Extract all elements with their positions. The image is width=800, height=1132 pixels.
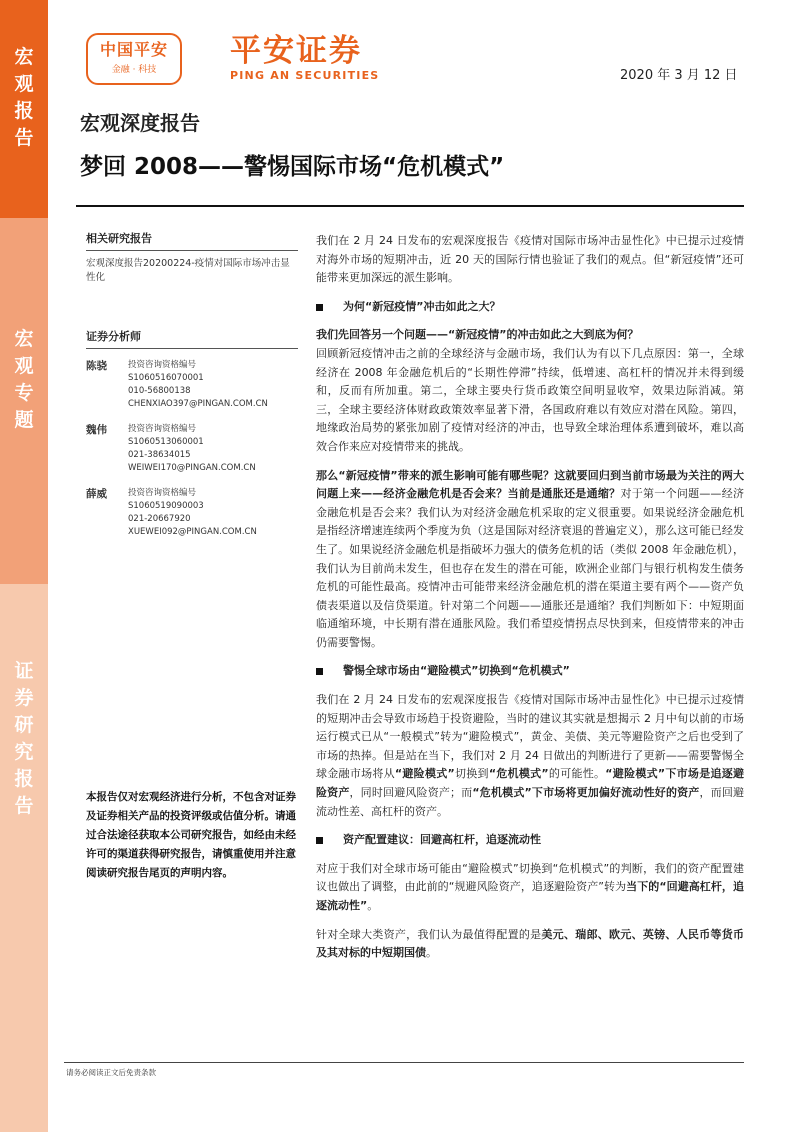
- ping-an-logo: [86, 33, 182, 85]
- analyst-card: [86, 487, 298, 539]
- report-body: [316, 232, 744, 963]
- analyst-cert-number: S1060513060001: [128, 437, 204, 447]
- body-paragraph: 对应于我们对全球市场可能由“避险模式”切换到“危机模式”的判断，我们的资产配置建议也做出了调整，由此前的“规避风险资产，追逐避险资产”转为当下的“回避高杠杆，追逐流动性”。: [316, 861, 744, 912]
- analyst-email[interactable]: WEIWEI170@PINGAN.COM.CN: [128, 463, 256, 473]
- analyst-card: [86, 359, 298, 411]
- section-heading-text: 为何“新冠疫情”冲击如此之大？: [343, 299, 501, 313]
- section-heading: [316, 831, 744, 850]
- brand-name-cn: 平安证券: [230, 33, 362, 69]
- report-date: 2020 年 3 月 12 日: [620, 68, 738, 83]
- analyst-cert-label: 投资咨询资格编号: [128, 424, 197, 434]
- related-reports: [86, 232, 298, 285]
- question-text: 那么“新冠疫情”带来的派生影响可能有哪些呢？这就要回归到当前市场最为关注的两大问题上来——经济金融危机是否会来？当前是通胀还是通缩？: [316, 468, 744, 501]
- analyst-name: 薛威: [86, 488, 107, 500]
- side-band-top: [0, 0, 48, 218]
- section-heading-text: 警惕全球市场由“避险模式”切换到“危机模式”: [343, 664, 570, 678]
- body-paragraph: 回顾新冠疫情冲击之前的全球经济与金融市场，我们认为有以下几点原因：第一，全球经济在 2008 年金融危机后的“长期性停滞”持续，低增速、高杠杆的情况并未得到缓和，反而有所加重。第二，全球主要央行货币政策空间明显收窄，效果边际消减。第三，全球主要经济体财政政策效率显著下滑，各国政府难以有效应对潜在风险。第四，地缘政治局势的紧张加剧了疫情对经济的冲击，也导致全球治理体系遭到破坏，难以高效合作来应对疫情带来的挑战。: [316, 346, 744, 453]
- square-bullet-icon: [316, 304, 323, 311]
- report-title: 梦回 2008——警惕国际市场“危机模式”: [80, 154, 505, 180]
- side-band-top-label: 宏观报告: [14, 46, 34, 149]
- body-paragraph: 那么“新冠疫情”带来的派生影响可能有哪些呢？这就要回归到当前市场最为关注的两大问题上来——经济金融危机是否会来？当前是通胀还是通缩？对于第一个问题——经济金融危机是否会来？我们认为对经济金融危机采取的定义很重要。如果说经济金融危机是指经济增速连续两个季度为负（这是国际对经济衰退的普遍定义），那么这可能已经发生了。如果说经济金融危机是指破坏力强大的债务危机的话（类似 2008 年金融危机），我们认为目前尚未发生，但也存在发生的潜在可能，欧洲企业部门与银行机构发生债务危机的可能性最高。疫情冲击可能带来经济金融危机的潜在渠道主要有两个——资产负债表渠道以及信贷渠道。针对第二个问题——通胀还是通缩？我们判断如下：中短期面临通缩环境，中长期有潜在通胀风险。我们希望疫情拐点尽快到来，但疫情带来的冲击仍需要警惕。: [316, 468, 745, 649]
- analyst-list: [86, 330, 298, 551]
- report-type: 宏观深度报告: [80, 111, 200, 135]
- logo-subtext: 金融 · 科技: [111, 65, 157, 75]
- body-paragraph: 针对全球大类资产，我们认为最值得配置的是美元、瑞郎、欧元、英镑、人民币等货币及其对标的中短期国债。: [316, 927, 744, 960]
- side-band-middle-label: 宏观专题: [14, 328, 34, 431]
- analyst-name: 魏伟: [86, 424, 107, 436]
- body-paragraph: 我们在 2 月 24 日发布的宏观深度报告《疫情对国际市场冲击显性化》中已提示过疫情的短期冲击会导致市场趋于投资避险，当时的建议其实就是想揭示 2 月中旬以前的市场运行模式已从“一般模式”转为“避险模式”，黄金、美债、美元等避险资产之后也受到了市场的热捧。但是站在当下，我们对 2 月 24 日做出的判断进行了更新——需要警惕全球金融市场将从“避险模式”切换到“危机模式”的可能性。“避险模式”下市场是追逐避险资产，同时回避风险资产；而“危机模式”下市场将更加偏好流动性好的资产，而回避流动性差、高杠杆的资产。: [316, 693, 745, 818]
- analyst-phone: 021-38634015: [128, 450, 191, 460]
- analyst-email[interactable]: XUEWEI092@PINGAN.COM.CN: [128, 527, 257, 537]
- title-divider: [76, 205, 744, 207]
- brand-wordmark: [230, 32, 379, 82]
- section-heading: [316, 298, 744, 317]
- footer-divider: [64, 1062, 744, 1063]
- brand-name-en: PING AN SECURITIES: [230, 69, 380, 82]
- intro-paragraph: 我们在 2 月 24 日发布的宏观深度报告《疫情对国际市场冲击显性化》中已提示过疫情对海外市场的短期冲击，近 20 天的国际行情也验证了我们的观点。但“新冠疫情”还可能带来更加深远的派生影响。: [316, 234, 744, 285]
- analyst-cert-number: S1060519090003: [128, 501, 204, 511]
- analyst-email[interactable]: CHENXIAO397@PINGAN.COM.CN: [128, 399, 268, 409]
- analyst-cert-label: 投资咨询资格编号: [128, 488, 197, 498]
- side-band-bottom-label: 证券研究报告: [14, 660, 34, 817]
- square-bullet-icon: [316, 668, 323, 675]
- section-heading-text: 资产配置建议：回避高杠杆，追逐流动性: [343, 833, 541, 847]
- square-bullet-icon: [316, 837, 323, 844]
- footer-note: 请务必阅读正文后免责条款: [66, 1068, 156, 1077]
- analyst-heading: 证券分析师: [86, 330, 298, 349]
- analyst-cert-number: S1060516070001: [128, 373, 204, 383]
- section-heading: [316, 662, 744, 681]
- side-band-middle: [0, 218, 48, 584]
- analyst-name: 陈骁: [86, 360, 107, 372]
- analyst-card: [86, 423, 298, 475]
- analyst-phone: 010-56800138: [128, 386, 191, 396]
- related-report-item[interactable]: 宏观深度报告20200224-疫情对国际市场冲击显性化: [86, 258, 290, 283]
- question-heading: 我们先回答另一个问题——“新冠疫情”的冲击如此之大到底为何？: [316, 328, 639, 342]
- side-band-bottom: [0, 584, 48, 1132]
- disclaimer: 本报告仅对宏观经济进行分析，不包含对证券及证券相关产品的投资评级或估值分析。请通过合法途径获取本公司研究报告，如经由未经许可的渠道获得研究报告，请慎重使用并注意阅读研究报告尾页的声明内容。: [86, 791, 296, 879]
- analyst-phone: 021-20667920: [128, 514, 191, 524]
- logo-text: 中国平安: [99, 40, 168, 59]
- analyst-cert-label: 投资咨询资格编号: [128, 360, 197, 370]
- related-reports-heading: 相关研究报告: [86, 232, 298, 251]
